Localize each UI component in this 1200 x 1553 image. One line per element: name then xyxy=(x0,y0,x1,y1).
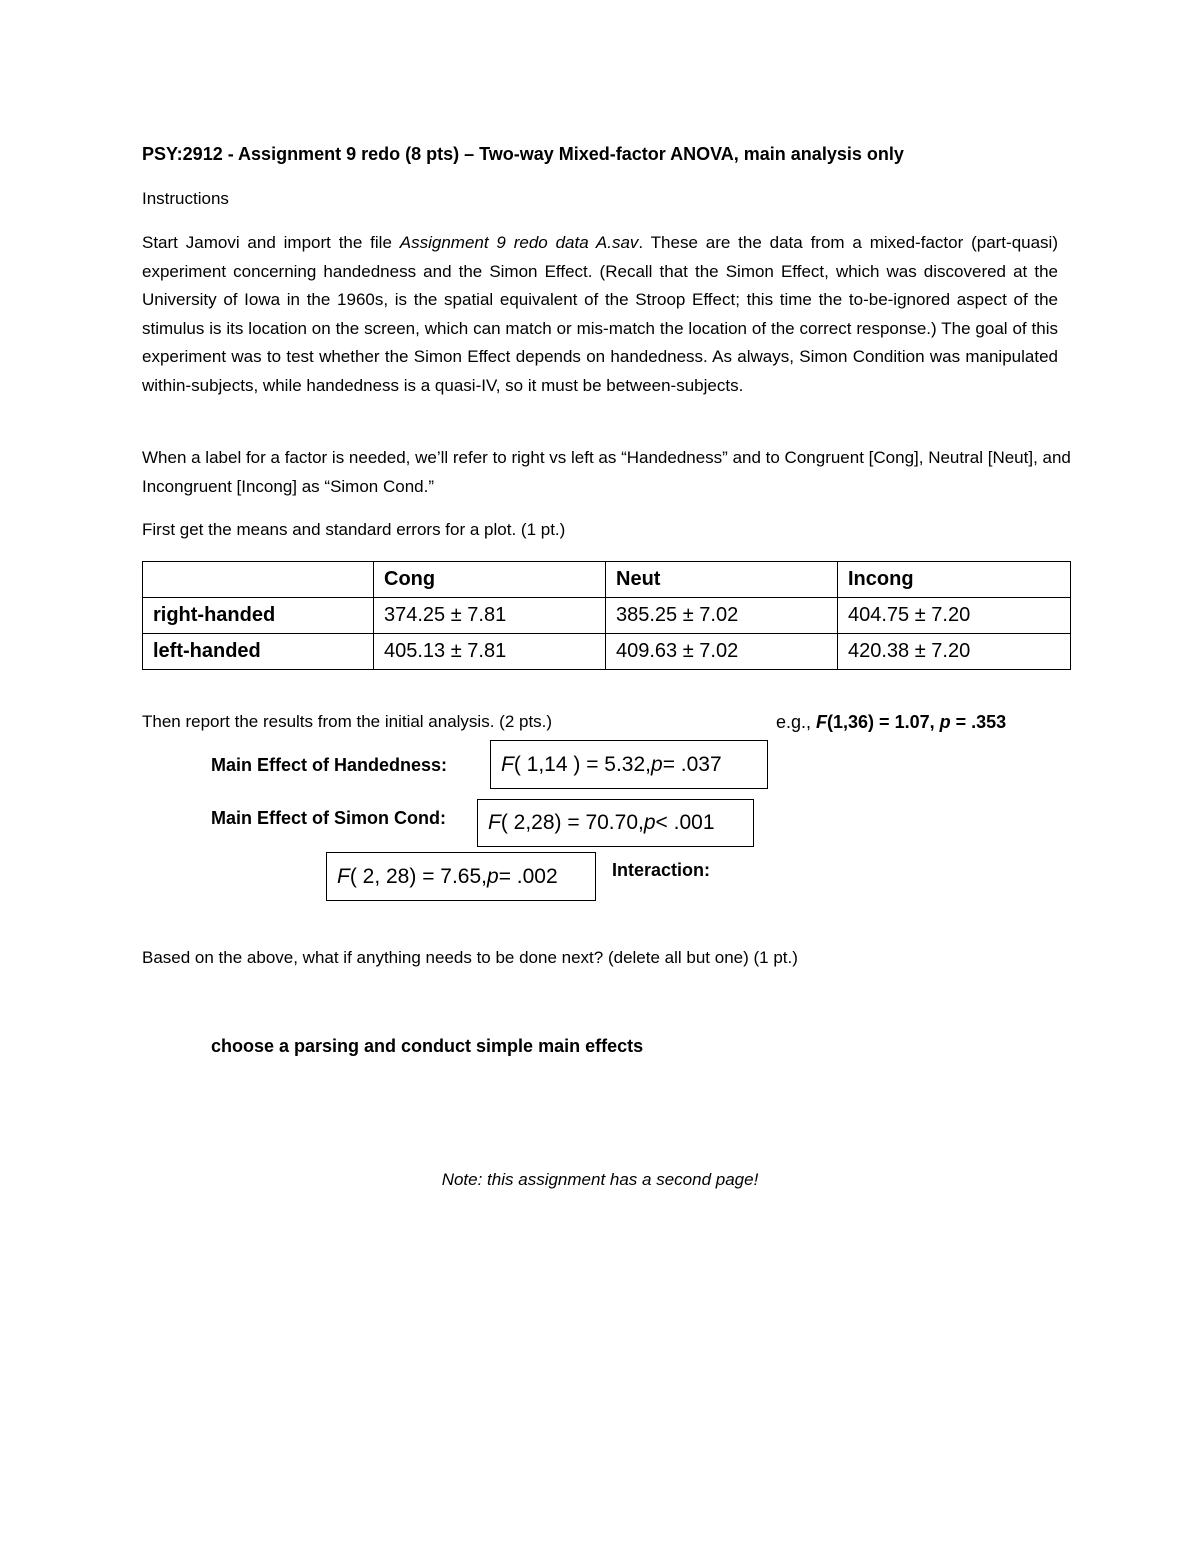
table-header-neut: Neut xyxy=(606,562,838,598)
report-prompt: Then report the results from the initial analysis. (2 pts.) xyxy=(142,712,553,731)
example-args: (1,36) = 1.07, xyxy=(827,712,940,732)
example-p: p xyxy=(939,712,951,732)
handedness-answer-box[interactable] xyxy=(490,740,768,789)
simon-f: F xyxy=(488,811,501,834)
interaction-answer-box[interactable] xyxy=(326,852,596,901)
second-page-note: Note: this assignment has a second page! xyxy=(441,1170,759,1189)
table-header-corner xyxy=(143,562,374,598)
example-rest: = .353 xyxy=(950,712,1007,732)
cell-neut: 385.25 ± 7.02 xyxy=(606,598,838,634)
handedness-label: Main Effect of Handedness: xyxy=(211,755,448,775)
row-label: left-handed xyxy=(143,634,374,670)
next-prompt: Based on the above, what if anything needs to be done next? (delete all but one) (1 pt.) xyxy=(142,948,798,967)
interaction-p: p xyxy=(487,864,499,888)
intro-paragraph xyxy=(142,229,1058,400)
example-f: F xyxy=(816,712,828,732)
cell-cong: 374.25 ± 7.81 xyxy=(374,598,606,634)
means-table xyxy=(142,561,1071,670)
cell-incong: 420.38 ± 7.20 xyxy=(838,634,1071,670)
table-header-cong: Cong xyxy=(374,562,606,598)
interaction-label: Interaction: xyxy=(612,860,711,880)
means-prompt: First get the means and standard errors for a plot. (1 pt.) xyxy=(142,520,566,539)
handedness-p: p xyxy=(651,752,663,776)
labels-paragraph: When a label for a factor is needed, we’ll refer to right vs left as “Handedness” and to Congruent [Cong], Neutral [Neut], and Incongruent [Incong] as “Simon Cond.” xyxy=(142,448,1071,496)
interaction-rest: = .002 xyxy=(498,864,558,888)
handedness-rest: = .037 xyxy=(662,752,722,776)
handedness-args: ( 1,14 ) = 5.32, xyxy=(513,752,651,776)
example-prefix: e.g., xyxy=(776,712,817,732)
intro-text-start: Start Jamovi and import the file xyxy=(142,233,400,252)
simon-p: p xyxy=(643,811,656,834)
handedness-f: F xyxy=(501,752,514,776)
simon-answer-box[interactable] xyxy=(477,799,754,847)
data-filename: Assignment 9 redo data A.sav xyxy=(399,233,639,252)
interaction-args: ( 2, 28) = 7.65, xyxy=(349,864,487,888)
next-step-answer: choose a parsing and conduct simple main effects xyxy=(211,1036,644,1056)
table-header-row xyxy=(143,562,1071,598)
table-row xyxy=(143,598,1071,634)
simon-rest: < .001 xyxy=(655,811,715,834)
row-label: right-handed xyxy=(143,598,374,634)
table-row xyxy=(143,634,1071,670)
simon-args: ( 2,28) = 70.70, xyxy=(500,811,644,834)
cell-cong: 405.13 ± 7.81 xyxy=(374,634,606,670)
intro-text-rest: . These are the data from a mixed-factor (part-quasi) experiment concerning handedness and the Simon Effect. (Recall that the Simon Effect, which was discovered at the University of Iowa in the 1960s, is the spatial equivalent of the Stroop Effect; this time the to-be-ignored aspect of the stimulus is its location on the screen, which can match or mis-match the location of the correct response.) The goal of this experiment was to test whether the Simon Effect depends on handedness. As always, Simon Condition was manipulated within-subjects, while handedness is a quasi-IV, so it must be between-subjects. xyxy=(142,233,1058,395)
assignment-title: PSY:2912 - Assignment 9 redo (8 pts) – Two-way Mixed-factor ANOVA, main analysis only xyxy=(142,144,904,164)
cell-incong: 404.75 ± 7.20 xyxy=(838,598,1071,634)
example-result xyxy=(776,712,1006,733)
instructions-heading: Instructions xyxy=(142,189,229,208)
table-header-incong: Incong xyxy=(838,562,1071,598)
interaction-f: F xyxy=(337,864,350,888)
simon-label: Main Effect of Simon Cond: xyxy=(211,808,446,828)
cell-neut: 409.63 ± 7.02 xyxy=(606,634,838,670)
